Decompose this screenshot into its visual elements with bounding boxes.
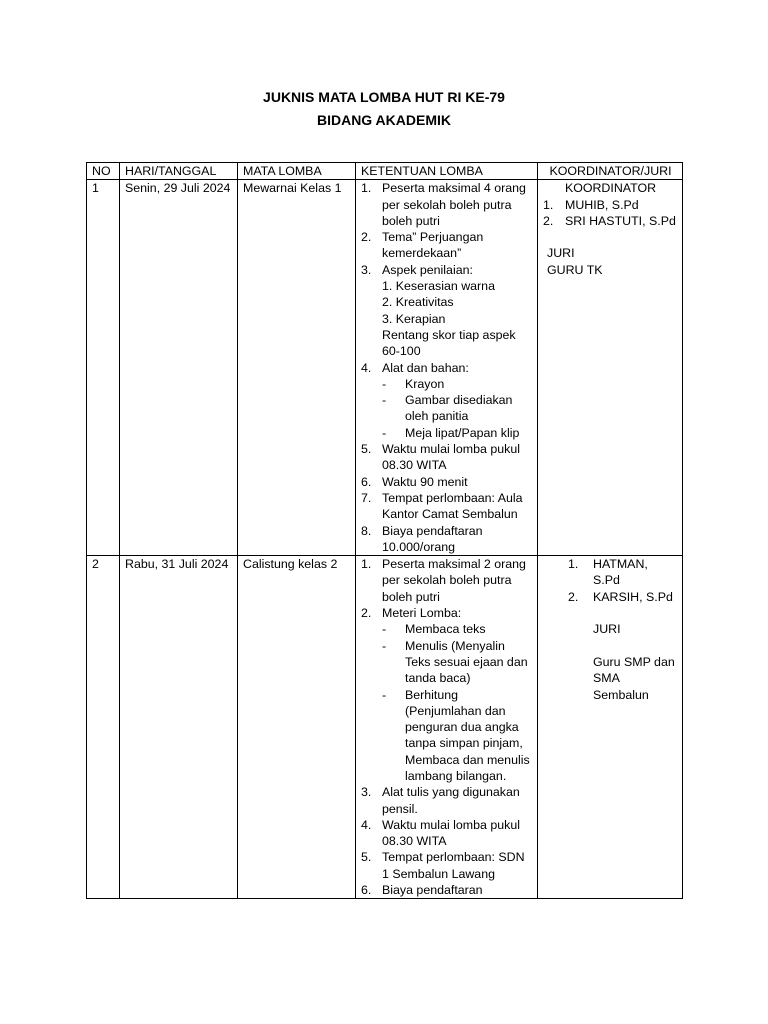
coordinator-label: KOORDINATOR <box>564 181 657 196</box>
rule-item: 8. Biaya pendaftaran 10.000/orang <box>361 523 483 554</box>
material-item: - Membaca teks <box>382 622 486 637</box>
header-event: MATA LOMBA <box>238 163 356 180</box>
judge-name: GURU TK <box>547 262 603 277</box>
rule-item: 6. Waktu 90 menit <box>361 474 468 489</box>
judge-name: Guru SMP dan SMA Sembalun <box>593 654 675 702</box>
aspect-item: 3. Kerapian <box>382 311 446 326</box>
judge-label: JURI <box>593 622 621 637</box>
coordinator-item: 1. MUHIB, S.Pd <box>543 197 639 212</box>
row-event: Mewarnai Kelas 1 <box>238 180 356 556</box>
row-no: 2 <box>87 556 120 899</box>
document-title: JUKNIS MATA LOMBA HUT RI KE-79 <box>263 89 505 105</box>
coordinator-cell <box>538 556 683 899</box>
header-rules: KETENTUAN LOMBA <box>356 163 538 180</box>
tool-item: - Meja lipat/Papan klip <box>382 425 520 440</box>
tool-item: - Krayon <box>382 376 445 391</box>
rule-item: 5. Waktu mulai lomba pukul 08.30 WITA <box>361 442 520 473</box>
rule-item: 5. Tempat perlombaan: SDN 1 Sembalun Lawang <box>361 850 525 881</box>
tool-item: - Gambar disediakan oleh panitia <box>382 393 513 424</box>
rule-item: 4. Alat dan bahan: <box>361 360 469 375</box>
row-no: 1 <box>87 180 120 556</box>
coordinator-item: 1. HATMAN, S.Pd <box>568 557 648 588</box>
rule-item: 1. Peserta maksimal 4 orang per sekolah boleh putra boleh putri <box>361 181 526 228</box>
document-subtitle: BIDANG AKADEMIK <box>316 112 452 128</box>
coordinator-item: 2. KARSIH, S.Pd <box>568 589 673 604</box>
header-date: HARI/TANGGAL <box>120 163 238 180</box>
rule-item: 2. Tema” Perjuangan kemerdekaan” <box>361 230 484 261</box>
material-item: - Menulis (Menyalin Teks sesuai ejaan dan tanda baca) <box>382 638 528 686</box>
rule-item: 1. Peserta maksimal 2 orang per sekolah boleh putra boleh putri <box>361 557 526 604</box>
judge-label: JURI <box>547 246 575 261</box>
row-date: Rabu, 31 Juli 2024 <box>120 556 238 899</box>
rules-cell <box>356 180 538 556</box>
rule-item: 3. Aspek penilaian: <box>361 262 473 277</box>
row-event: Calistung kelas 2 <box>238 556 356 899</box>
aspect-score-range: Rentang skor tiap aspek 60-100 <box>382 327 516 359</box>
rule-item: 4. Waktu mulai lomba pukul 08.30 WITA <box>361 817 520 849</box>
rule-item: 3. Alat tulis yang digunakan pensil. <box>361 785 520 816</box>
coordinator-cell <box>538 180 683 556</box>
table-row <box>87 180 683 556</box>
table-header-row <box>87 163 683 180</box>
competition-table <box>86 162 683 899</box>
rule-item: 7. Tempat perlombaan: Aula Kantor Camat Sembalun <box>361 490 523 522</box>
rules-cell <box>356 556 538 899</box>
material-item: - Berhitung (Penjumlahan dan penguran dua angka tanpa simpan pinjam, Membaca dan menulis lambang bilangan. <box>382 687 530 783</box>
row-date: Senin, 29 Juli 2024 <box>120 180 238 556</box>
header-coordinator: KOORDINATOR/JURI <box>538 163 683 180</box>
rule-item: 6. Biaya pendaftaran <box>361 883 483 898</box>
aspect-item: 2. Kreativitas <box>382 295 454 310</box>
header-no: NO <box>87 163 120 180</box>
rule-item: 2. Meteri Lomba: <box>361 606 462 621</box>
coordinator-item: 2. SRI HASTUTI, S.Pd <box>543 213 676 228</box>
table-row <box>87 556 683 899</box>
aspect-item: 1. Keserasian warna <box>382 279 495 294</box>
